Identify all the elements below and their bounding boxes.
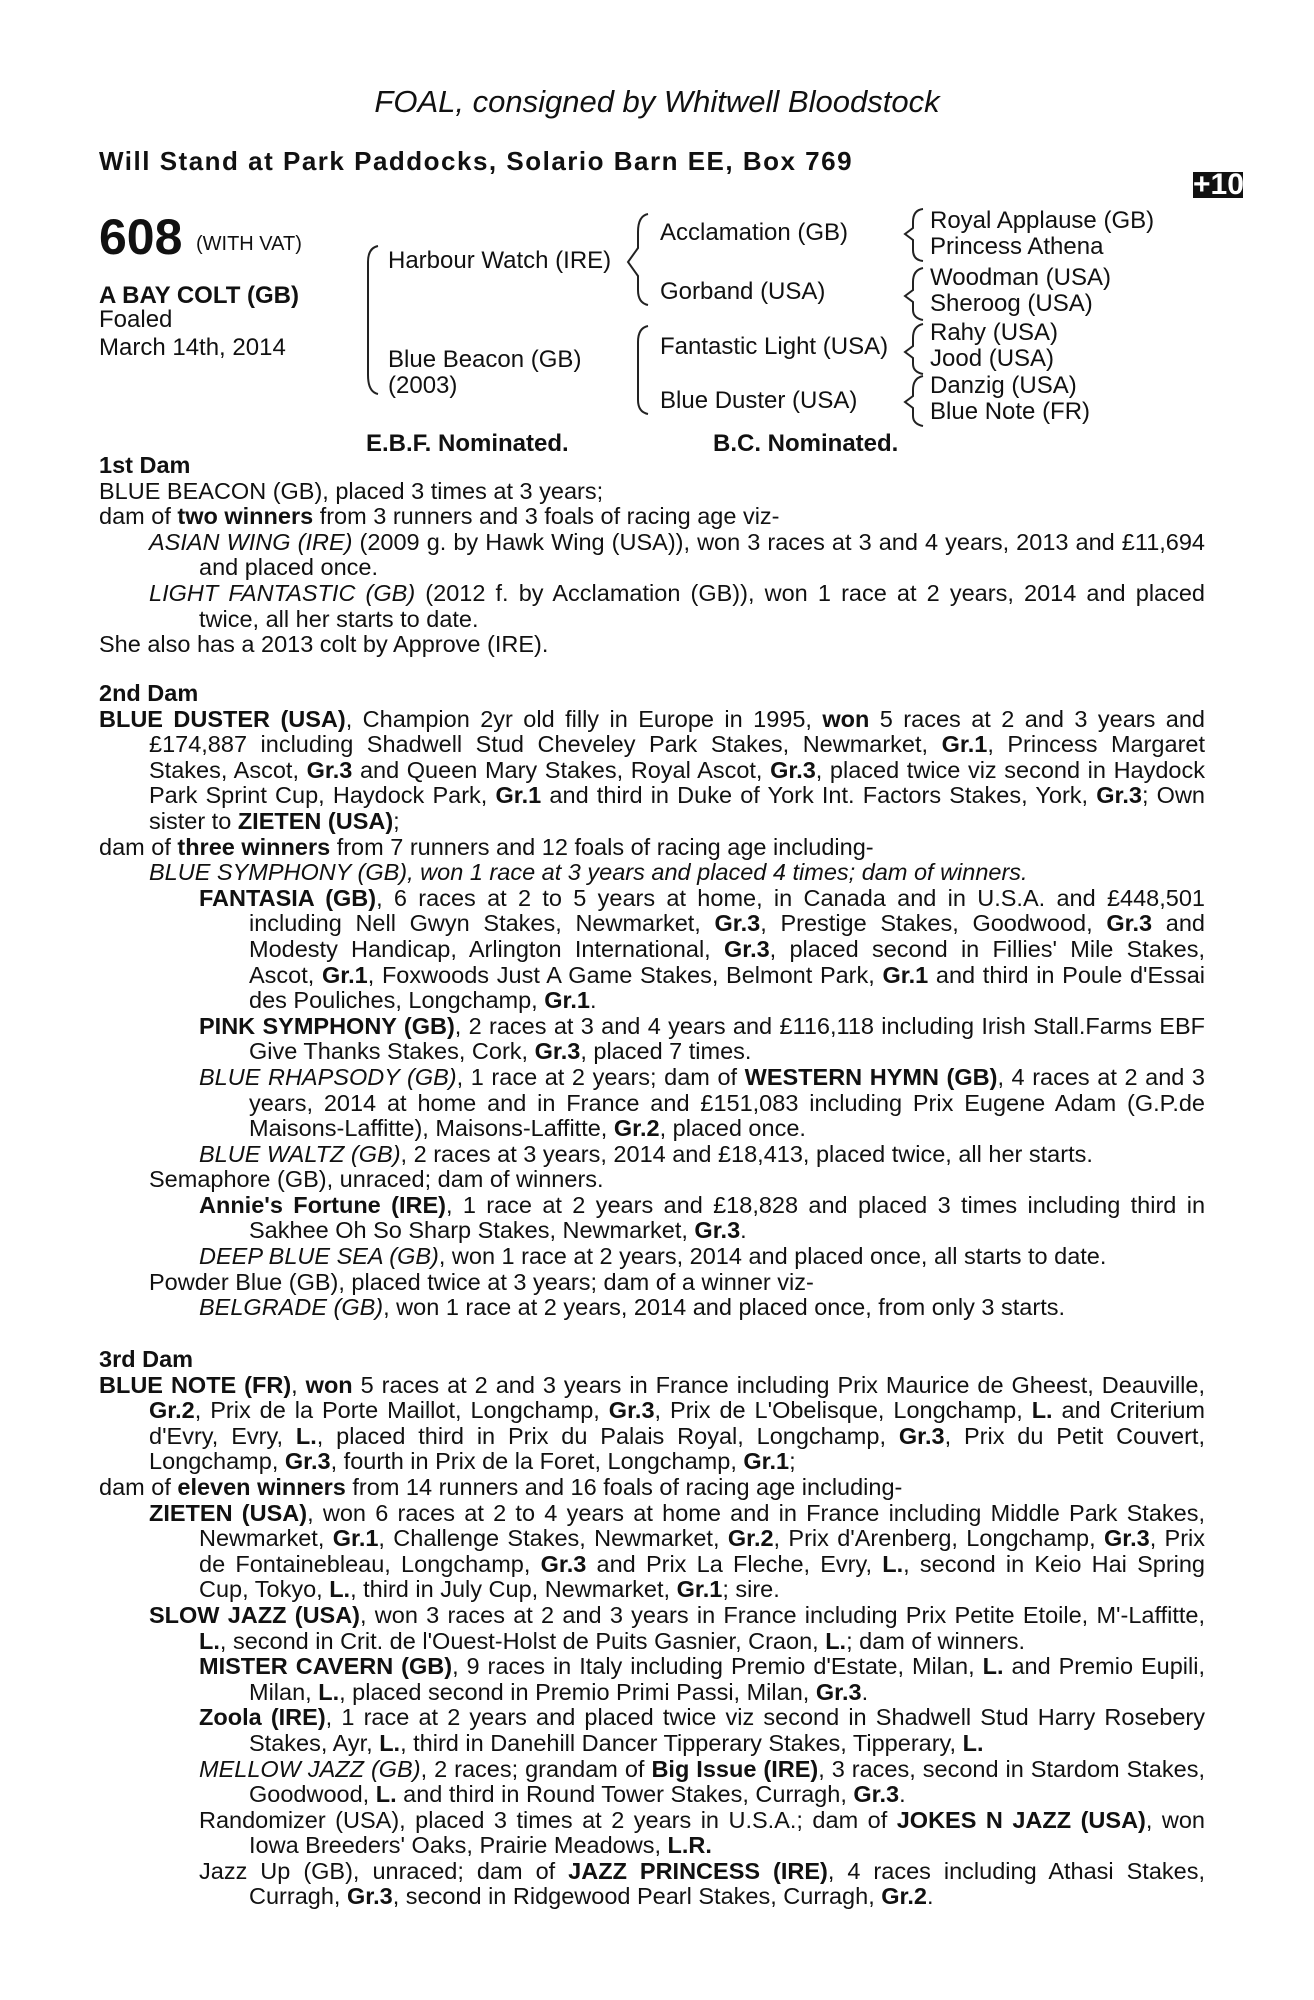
pedigree-sss: Royal Applause (GB) bbox=[930, 207, 1155, 234]
t: and Criterium d'Evry, Evry, bbox=[149, 1397, 1206, 1449]
pedigree-sire-dam: Gorband (USA) bbox=[660, 278, 826, 305]
t: dam of bbox=[99, 1473, 178, 1500]
t: Gr.1 bbox=[743, 1448, 790, 1475]
t: JAZZ PRINCESS (IRE) bbox=[568, 1857, 828, 1884]
first-dam-heading: 1st Dam bbox=[99, 452, 191, 478]
second-dam-heading: 2nd Dam bbox=[99, 680, 199, 706]
t: 5 races at 2 and 3 years in France including Prix Maurice de Gheest, Deauville, bbox=[352, 1371, 1205, 1398]
t: Gr.3 bbox=[534, 1038, 581, 1065]
t: , second in Ridgewood Pearl Stakes, Curragh, bbox=[392, 1883, 882, 1910]
first-dam-produce bbox=[99, 504, 1205, 530]
text: (2012 f. by Acclamation (GB)), won 1 race at 2 years, 2014 and placed twice, all her starts to date. bbox=[199, 579, 1206, 632]
t: , 4 races including Athasi Stakes, Curragh, bbox=[249, 1857, 1205, 1910]
t: Gr.3 bbox=[346, 1883, 393, 1910]
t: BLUE RHAPSODY (GB) bbox=[199, 1063, 457, 1090]
t: Gr.2 bbox=[149, 1397, 195, 1424]
t: Gr.3 bbox=[284, 1448, 331, 1475]
t: and third in Poule d'Essai des Pouliches, Longchamp, bbox=[249, 961, 1206, 1014]
t: L. bbox=[375, 1781, 397, 1808]
t: L. bbox=[825, 1627, 847, 1654]
t: , 1 race at 2 years; dam of bbox=[456, 1063, 745, 1090]
t: Gr.3 bbox=[306, 756, 353, 783]
produce-entry bbox=[99, 1193, 1205, 1244]
t: BLUE NOTE (FR) bbox=[99, 1371, 292, 1398]
produce-entry: Powder Blue (GB), placed twice at 3 years; dam of a winner viz- bbox=[149, 1268, 814, 1295]
t: . bbox=[589, 987, 597, 1014]
t: , Prix d'Arenberg, Longchamp, bbox=[773, 1525, 1104, 1552]
pedigree-sire: Harbour Watch (IRE) bbox=[388, 247, 612, 274]
third-dam-record bbox=[99, 1373, 1205, 1475]
produce-entry bbox=[99, 1065, 1205, 1142]
t: Jazz Up (GB), unraced; dam of bbox=[199, 1857, 569, 1884]
t: , 2 races; grandam of bbox=[420, 1755, 652, 1782]
horse: ASIAN WING (IRE) bbox=[149, 528, 353, 555]
t: FANTASIA (GB) bbox=[199, 884, 377, 911]
t: Gr.1 bbox=[882, 961, 929, 988]
produce-entry bbox=[99, 886, 1205, 1014]
t: L. bbox=[982, 1653, 1004, 1680]
stand-location: Will Stand at Park Paddocks, Solario Barn EE, Box 769 bbox=[99, 146, 854, 176]
second-dam-record bbox=[99, 707, 1205, 835]
t: Gr.1 bbox=[495, 782, 542, 809]
t: Gr.1 bbox=[544, 987, 590, 1014]
t: , won 6 races at 2 to 4 years at home and in France including Middle Park Stakes, Newmarket, bbox=[199, 1499, 1205, 1552]
produce-entry bbox=[99, 1142, 1205, 1168]
produce-entry bbox=[99, 1808, 1205, 1859]
t: MELLOW JAZZ (GB) bbox=[199, 1755, 421, 1782]
t: , 6 races at 2 to 5 years at home, in Canada and in U.S.A. and £448,501 including Nell Gwyn Stakes, Newmarket, bbox=[249, 884, 1205, 937]
t: , placed second in Fillies' Mile Stakes, Ascot, bbox=[249, 935, 1205, 988]
t: dam of bbox=[99, 833, 178, 860]
pedigree-dss: Rahy (USA) bbox=[930, 319, 1059, 346]
t: ; sire. bbox=[722, 1576, 780, 1603]
t: . bbox=[740, 1217, 747, 1244]
t: , Prix du Petit Couvert, Longchamp, bbox=[149, 1422, 1205, 1475]
t: , 2 races at 3 years, 2014 and £18,413, placed twice, all her starts. bbox=[400, 1140, 1093, 1167]
t: Annie's Fortune (IRE) bbox=[199, 1191, 446, 1218]
produce-entry bbox=[99, 530, 1205, 581]
vat-label: (WITH VAT) bbox=[196, 233, 302, 255]
produce-entry bbox=[99, 1603, 1205, 1654]
t: from 7 runners and 12 foals of racing age including- bbox=[330, 833, 874, 860]
t: and Modesty Handicap, Arlington International, bbox=[249, 910, 1205, 962]
t: Gr.1 bbox=[676, 1576, 723, 1603]
t: WESTERN HYMN (GB) bbox=[744, 1063, 998, 1090]
t: , bbox=[291, 1371, 306, 1398]
t: , Champion 2yr old filly in Europe in 1995, bbox=[345, 705, 823, 732]
t: , Prix de L'Obelisque, Longchamp, bbox=[654, 1397, 1032, 1424]
t: , third in July Cup, Newmarket, bbox=[350, 1576, 677, 1603]
t: Gr.3 bbox=[1106, 910, 1153, 937]
t: Zoola (IRE) bbox=[199, 1704, 326, 1731]
t: , second in Crit. de l'Ouest-Holst de Puits Gasnier, Craon, bbox=[219, 1627, 826, 1654]
text: (2009 g. by Hawk Wing (USA)), won 3 races at 3 and 4 years, 2013 and £11,694 and placed once. bbox=[199, 528, 1206, 581]
pedigree-sdd: Sheroog (USA) bbox=[930, 290, 1093, 317]
t: 5 races at 2 and 3 years and £174,887 including Shadwell Stud Cheveley Park Stakes, Newmarket, bbox=[149, 705, 1205, 758]
t: , 3 races, second in Stardom Stakes, Goodwood, bbox=[249, 1755, 1205, 1808]
first-dam-section bbox=[99, 453, 1205, 658]
produce-entry bbox=[99, 1014, 1205, 1065]
t: ; bbox=[393, 807, 400, 834]
t: PINK SYMPHONY (GB) bbox=[199, 1012, 455, 1039]
t: L. bbox=[295, 1422, 317, 1449]
t: Gr.3 bbox=[770, 756, 816, 783]
pedigree-ssd: Princess Athena bbox=[930, 233, 1104, 260]
t: , placed 7 times. bbox=[580, 1038, 752, 1065]
t: , won 1 race at 3 years and placed 4 times; dam of winners. bbox=[407, 859, 1028, 886]
t: . bbox=[926, 1883, 934, 1910]
t: BELGRADE (GB) bbox=[199, 1294, 384, 1321]
t: , placed once. bbox=[659, 1115, 806, 1142]
pedigree-dds: Danzig (USA) bbox=[930, 372, 1077, 399]
foaled-label: Foaled bbox=[99, 306, 173, 333]
t: ; bbox=[789, 1448, 796, 1475]
ebf-nominated: E.B.F. Nominated. bbox=[366, 430, 569, 457]
text: from 3 runners and 3 foals of racing age viz- bbox=[313, 503, 780, 530]
t: Big Issue (IRE) bbox=[651, 1755, 819, 1782]
pedigree-dam-sire: Fantastic Light (USA) bbox=[660, 333, 889, 360]
t: L. bbox=[199, 1627, 220, 1654]
t: Gr.2 bbox=[613, 1115, 660, 1142]
t: from 14 runners and 16 foals of racing age including- bbox=[345, 1473, 903, 1500]
pedigree-sds: Woodman (USA) bbox=[930, 264, 1111, 291]
t: , placed twice viz second in Haydock Park Sprint Cup, Haydock Park, bbox=[149, 756, 1205, 809]
produce-entry bbox=[99, 1757, 1205, 1808]
produce-entry bbox=[99, 581, 1205, 632]
first-dam-note: She also has a 2013 colt by Approve (IRE). bbox=[99, 631, 549, 658]
third-dam-section bbox=[99, 1347, 1205, 1910]
t: , 2 races at 3 and 4 years and £116,118 including Irish Stall.Farms EBF Give Thanks Stakes, Cork, bbox=[249, 1012, 1205, 1065]
produce-entry bbox=[99, 1295, 1205, 1321]
t: Gr.3 bbox=[1096, 782, 1142, 809]
t: Gr.3 bbox=[608, 1397, 655, 1424]
t: Gr.3 bbox=[714, 910, 761, 937]
t: Gr.2 bbox=[727, 1525, 774, 1552]
t: and third in Round Tower Stakes, Curragh, bbox=[396, 1781, 854, 1808]
t: Gr.3 bbox=[898, 1422, 945, 1449]
t: eleven winners bbox=[177, 1473, 346, 1500]
t: won bbox=[822, 705, 870, 732]
third-dam-heading: 3rd Dam bbox=[99, 1346, 194, 1372]
t: , won Iowa Breeders' Oaks, Prairie Meadows, bbox=[249, 1806, 1206, 1859]
t: , fourth in Prix de la Foret, Longchamp, bbox=[330, 1448, 744, 1475]
first-dam-line: BLUE BEACON (GB), placed 3 times at 3 years; bbox=[99, 477, 604, 504]
t: , won 3 races at 2 and 3 years in France including Prix Petite Etoile, M'-Laffitte, bbox=[360, 1601, 1205, 1628]
vat-badge: +10 bbox=[1193, 168, 1244, 201]
t: Gr.1 bbox=[941, 731, 988, 758]
t: , Prestige Stakes, Goodwood, bbox=[760, 910, 1107, 937]
t: and third in Duke of York Int. Factors Stakes, York, bbox=[541, 782, 1097, 809]
third-dam-produce bbox=[99, 1475, 1205, 1501]
t: L. bbox=[1031, 1397, 1053, 1424]
t: SLOW JAZZ (USA) bbox=[149, 1601, 361, 1628]
produce-entry bbox=[99, 1654, 1205, 1705]
t: , second in Keio Hai Spring Cup, Tokyo, bbox=[199, 1550, 1206, 1603]
foaled-date: March 14th, 2014 bbox=[99, 334, 286, 361]
t: ; Own sister to bbox=[149, 782, 1205, 834]
t: , 1 race at 2 years and placed twice viz second in Shadwell Stud Harry Rosebery Stakes, Ayr, bbox=[249, 1704, 1205, 1756]
t: Gr.2 bbox=[881, 1883, 927, 1910]
t: Gr.3 bbox=[540, 1550, 587, 1577]
t: , Prix de la Porte Maillot, Longchamp, bbox=[194, 1397, 609, 1424]
pedigree-dam: Blue Beacon (GB) bbox=[388, 346, 582, 373]
second-dam-section bbox=[99, 681, 1205, 1321]
page-title: FOAL, consigned by Whitwell Bloodstock bbox=[374, 84, 940, 119]
t: , placed third in Prix du Palais Royal, Longchamp, bbox=[316, 1422, 899, 1449]
t: and Queen Mary Stakes, Royal Ascot, bbox=[352, 756, 771, 783]
bc-nominated: B.C. Nominated. bbox=[713, 430, 899, 457]
t: JOKES N JAZZ (USA) bbox=[896, 1806, 1146, 1833]
t: , Foxwoods Just A Game Stakes, Belmont Park, bbox=[367, 961, 883, 988]
horse: LIGHT FANTASTIC (GB) bbox=[149, 579, 416, 606]
t: and Premio Eupili, Milan, bbox=[249, 1653, 1205, 1705]
t: L. bbox=[379, 1729, 401, 1756]
t: ZIETEN (USA) bbox=[237, 807, 394, 834]
t: L. bbox=[882, 1550, 904, 1577]
t: three winners bbox=[177, 833, 331, 860]
t: , 9 races in Italy including Premio d'Estate, Milan, bbox=[452, 1653, 983, 1680]
t: , 4 races at 2 and 3 years, 2014 at home and in France and £151,083 including Prix Eugene Adam (G.P.de Maisons-Laffitte), Maisons-Laffitte, bbox=[249, 1063, 1205, 1142]
t: Gr.3 bbox=[815, 1678, 862, 1705]
pedigree-dsd: Jood (USA) bbox=[930, 345, 1055, 372]
t: , placed second in Premio Primi Passi, Milan, bbox=[339, 1678, 816, 1705]
t: and Prix La Fleche, Evry, bbox=[586, 1550, 883, 1577]
t: , third in Danehill Dancer Tipperary Stakes, Tipperary, bbox=[400, 1729, 963, 1756]
t: Gr.3 bbox=[694, 1217, 741, 1244]
t: MISTER CAVERN (GB) bbox=[199, 1653, 453, 1680]
produce-entry: Semaphore (GB), unraced; dam of winners. bbox=[149, 1166, 604, 1193]
produce-entry bbox=[99, 1501, 1205, 1603]
t: L.R. bbox=[667, 1832, 712, 1859]
pedigree-sire-sire: Acclamation (GB) bbox=[660, 219, 849, 246]
second-dam-produce bbox=[99, 835, 1205, 861]
t: , won 1 race at 2 years, 2014 and placed once, all starts to date. bbox=[438, 1243, 1107, 1270]
t: , won 1 race at 2 years, 2014 and placed once, from only 3 starts. bbox=[383, 1294, 1066, 1321]
t: , Challenge Stakes, Newmarket, bbox=[378, 1525, 728, 1552]
t: Gr.1 bbox=[332, 1525, 379, 1552]
horse: BLUE DUSTER (USA) bbox=[99, 705, 346, 732]
winners-count: two winners bbox=[177, 503, 314, 530]
t: L. bbox=[962, 1729, 984, 1756]
lot-number: 608 bbox=[99, 209, 183, 265]
pedigree-ddd: Blue Note (FR) bbox=[930, 398, 1091, 425]
t: . bbox=[861, 1678, 869, 1705]
t: BLUE SYMPHONY (GB) bbox=[149, 859, 408, 886]
t: L. bbox=[318, 1678, 340, 1705]
t: ; dam of winners. bbox=[846, 1627, 1026, 1654]
produce-entry bbox=[99, 1705, 1205, 1756]
t: won bbox=[305, 1371, 353, 1398]
t: . bbox=[899, 1781, 906, 1808]
produce-entry bbox=[99, 1244, 1205, 1270]
t: Gr.3 bbox=[1103, 1525, 1150, 1552]
horse-name: A BAY COLT (GB) bbox=[99, 282, 300, 309]
t: DEEP BLUE SEA (GB) bbox=[199, 1243, 439, 1270]
t: Gr.3 bbox=[723, 935, 770, 962]
pedigree-dam-year: (2003) bbox=[388, 372, 458, 399]
t: Gr.1 bbox=[322, 961, 368, 988]
text: dam of bbox=[99, 503, 178, 530]
t: Gr.3 bbox=[853, 1781, 900, 1808]
t: , Prix de Fontainebleau, Longchamp, bbox=[199, 1525, 1206, 1577]
t: BLUE WALTZ (GB) bbox=[199, 1140, 401, 1167]
produce-entry bbox=[99, 860, 1205, 886]
t: Randomizer (USA), placed 3 times at 2 years in U.S.A.; dam of bbox=[199, 1806, 897, 1833]
t: , Princess Margaret Stakes, Ascot, bbox=[149, 731, 1206, 783]
t: L. bbox=[329, 1576, 351, 1603]
pedigree-dam-dam: Blue Duster (USA) bbox=[660, 387, 858, 414]
t: , 1 race at 2 years and £18,828 and placed 3 times including third in Sakhee Oh So Sharp Stakes, Newmarket, bbox=[249, 1191, 1206, 1244]
produce-entry bbox=[99, 1859, 1205, 1910]
t: ZIETEN (USA) bbox=[149, 1499, 308, 1526]
